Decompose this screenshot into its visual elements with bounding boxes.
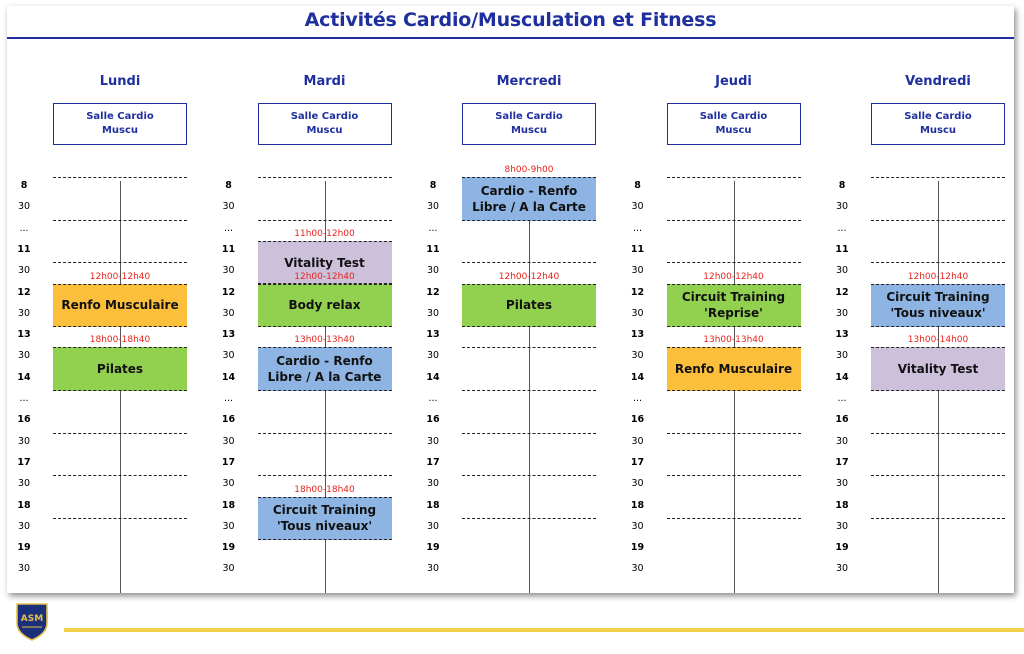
hour-label: 13: [630, 329, 645, 341]
session-time: 11h00-12h00: [294, 228, 355, 239]
session-title: [675, 361, 792, 377]
session-time: 8h00-9h00: [504, 165, 554, 175]
hour-label: 18: [835, 499, 849, 511]
hour-label: 11: [221, 243, 236, 255]
hour-label: 14: [221, 371, 236, 383]
hour-label: 30: [835, 478, 849, 490]
day-header-mercredi: Mercredi: [496, 74, 562, 89]
hour-label: 14: [17, 371, 31, 383]
hour-label: 30: [222, 201, 235, 213]
hour-label: 30: [17, 520, 31, 532]
session-block[interactable]: [667, 284, 801, 328]
hour-separator: [53, 220, 187, 221]
page-title: Activités Cardio/Musculation et Fitness: [304, 9, 717, 31]
hour-separator: [871, 262, 1005, 263]
session-title-line: Vitality Test: [897, 362, 979, 377]
hour-separator: [462, 475, 596, 476]
svg-text:ASM: ASM: [20, 614, 44, 624]
hour-label: 17: [426, 456, 440, 468]
hour-separator: [667, 262, 801, 263]
hour-label: 30: [631, 563, 644, 575]
hour-separator: [462, 518, 596, 519]
hour-label: 13: [426, 329, 440, 341]
hour-label: 17: [17, 456, 31, 468]
session-time: 12h00-12h40: [703, 271, 764, 282]
hour-label: 30: [222, 563, 235, 575]
hour-label: 8: [429, 180, 437, 191]
hour-label: 11: [835, 243, 849, 255]
hour-separator: [871, 518, 1005, 519]
hour-separator: [871, 475, 1005, 476]
hour-label: 30: [631, 307, 644, 319]
hour-label: 30: [835, 435, 849, 447]
hour-label: ...: [223, 393, 234, 404]
hour-label: 14: [835, 371, 849, 383]
hour-separator: [462, 347, 596, 348]
hour-label: 19: [221, 542, 236, 554]
hour-separator: [462, 433, 596, 434]
hour-label: 30: [631, 435, 644, 447]
hour-label: 30: [426, 435, 440, 447]
hour-separator: [667, 177, 801, 178]
session-title: [61, 297, 178, 313]
session-time: 13h00-13h40: [703, 335, 764, 346]
hour-label: 30: [426, 350, 440, 362]
room-label-line: Muscu: [919, 125, 957, 136]
hour-label: 8: [225, 180, 232, 191]
session-title: [273, 502, 376, 534]
session-block[interactable]: [462, 284, 596, 328]
session-block[interactable]: [871, 284, 1005, 328]
session-title-line: Body relax: [288, 298, 361, 313]
hour-separator: [667, 220, 801, 221]
session-time: 18h00-18h40: [294, 484, 355, 495]
hour-separator: [871, 433, 1005, 434]
hour-label: 16: [835, 414, 849, 426]
hour-label: 11: [630, 243, 645, 255]
session-time: 12h00-12h40: [89, 271, 151, 282]
hour-label: 19: [426, 542, 440, 554]
hour-label: 30: [17, 563, 31, 575]
hour-label: ...: [19, 222, 29, 234]
hour-label: ...: [837, 222, 847, 234]
hour-label: 18: [426, 499, 440, 511]
hour-separator: [258, 433, 392, 434]
hour-label: ...: [19, 393, 29, 404]
session-title: [268, 353, 382, 385]
session-block[interactable]: [462, 177, 596, 221]
hour-separator: [462, 262, 596, 263]
session-block[interactable]: [258, 347, 392, 391]
hour-label: ...: [632, 222, 643, 234]
hour-label: 11: [17, 243, 31, 255]
session-title-line: Pilates: [505, 298, 553, 313]
session-title-line: Libre / A la Carte: [472, 199, 586, 214]
hour-label: 30: [631, 201, 644, 213]
hour-separator: [667, 475, 801, 476]
hour-label: 13: [835, 329, 849, 341]
hour-label: 30: [426, 265, 440, 277]
hour-label: 30: [631, 350, 644, 362]
session-title: [682, 289, 785, 321]
session-title-line: 'Reprise': [704, 306, 763, 321]
title-underline: [7, 37, 1014, 39]
hour-label: 12: [630, 286, 645, 298]
hour-label: 30: [835, 307, 849, 319]
hour-label: 17: [630, 456, 645, 468]
room-label-line: Muscu: [715, 125, 752, 136]
session-title-line: Pilates: [96, 362, 144, 377]
hour-label: 18: [17, 499, 31, 511]
hour-label: 30: [17, 350, 31, 362]
hour-label: 8: [634, 180, 641, 191]
hour-label: 30: [17, 435, 31, 447]
session-title-line: 'Tous niveaux': [276, 519, 373, 534]
hour-label: 18: [221, 499, 236, 511]
room-label-line: Muscu: [510, 125, 548, 136]
session-title-line: Cardio - Renfo: [480, 183, 578, 198]
hour-label: 12: [17, 286, 31, 298]
session-title-line: Circuit Training: [272, 503, 377, 518]
hour-label: 30: [426, 478, 440, 490]
room-label-line: Salle Cardio: [290, 111, 359, 122]
hour-label: 30: [222, 520, 235, 532]
hour-separator: [871, 220, 1005, 221]
session-title: [284, 255, 365, 271]
hour-separator: [667, 518, 801, 519]
day-header-lundi: Lundi: [99, 74, 141, 89]
session-title: [472, 183, 586, 215]
session-title: [898, 361, 979, 377]
hour-separator: [53, 433, 187, 434]
hour-separator: [871, 177, 1005, 178]
hour-label: 8: [838, 180, 846, 191]
session-block[interactable]: [258, 284, 392, 328]
hour-label: ...: [837, 393, 847, 404]
hour-label: ...: [428, 222, 438, 234]
session-time: 12h00-12h40: [294, 271, 355, 282]
hour-label: 14: [630, 371, 645, 383]
hour-label: 30: [17, 478, 31, 490]
schedule-sheet: [7, 6, 1014, 593]
room-box: [258, 103, 392, 145]
room-label-line: Salle Cardio: [904, 111, 972, 122]
time-axis-line: [529, 181, 530, 593]
room-box: [871, 103, 1005, 145]
room-label-line: Muscu: [306, 125, 343, 136]
hour-separator: [258, 475, 392, 476]
hour-label: 16: [17, 414, 31, 426]
session-block[interactable]: [871, 347, 1005, 391]
session-title: [506, 297, 552, 313]
hour-label: 16: [221, 414, 236, 426]
session-block[interactable]: [53, 347, 187, 391]
hour-label: 30: [222, 307, 235, 319]
hour-label: 17: [835, 456, 849, 468]
hour-separator: [462, 390, 596, 391]
hour-label: 16: [630, 414, 645, 426]
session-time: 12h00-12h40: [498, 271, 560, 282]
hour-label: 30: [835, 265, 849, 277]
hour-label: 13: [17, 329, 31, 341]
hour-separator: [258, 220, 392, 221]
hour-label: 30: [17, 201, 31, 213]
hour-label: 30: [426, 307, 440, 319]
hour-label: 19: [17, 542, 31, 554]
session-time: 18h00-18h40: [89, 335, 151, 346]
day-header-jeudi: Jeudi: [715, 74, 752, 89]
day-header-mardi: Mardi: [303, 74, 346, 89]
hour-label: ...: [632, 393, 643, 404]
session-title-line: Circuit Training: [681, 290, 786, 305]
hour-label: 30: [17, 307, 31, 319]
room-box: [462, 103, 596, 145]
session-title: [886, 289, 989, 321]
hour-separator: [53, 475, 187, 476]
hour-label: 8: [20, 180, 28, 191]
hour-label: 12: [221, 286, 236, 298]
room-label-line: Salle Cardio: [495, 111, 563, 122]
club-logo-icon: [14, 601, 50, 641]
hour-label: 12: [426, 286, 440, 298]
session-block[interactable]: [258, 497, 392, 541]
hour-label: 18: [630, 499, 645, 511]
hour-label: 11: [426, 243, 440, 255]
session-title-line: Libre / A la Carte: [267, 370, 382, 385]
hour-label: 17: [221, 456, 236, 468]
session-time: 13h00-14h00: [907, 335, 969, 346]
session-title-line: 'Tous niveaux': [890, 306, 986, 321]
hour-label: 12: [835, 286, 849, 298]
session-title-line: Renfo Musculaire: [61, 298, 179, 313]
hour-label: 30: [835, 201, 849, 213]
footer-rule: [64, 628, 1024, 632]
hour-label: 30: [222, 478, 235, 490]
room-box: [667, 103, 801, 145]
session-title: [97, 361, 143, 377]
session-block[interactable]: [53, 284, 187, 328]
room-box: [53, 103, 187, 145]
hour-label: 19: [835, 542, 849, 554]
hour-label: 13: [221, 329, 236, 341]
hour-label: 19: [630, 542, 645, 554]
hour-label: 30: [835, 563, 849, 575]
hour-label: 30: [426, 201, 440, 213]
session-time: 12h00-12h40: [907, 271, 969, 282]
hour-label: 16: [426, 414, 440, 426]
session-time: 13h00-13h40: [294, 335, 355, 346]
hour-label: 14: [426, 371, 440, 383]
room-label-line: Muscu: [101, 125, 139, 136]
hour-separator: [53, 177, 187, 178]
hour-label: 30: [222, 265, 235, 277]
session-title: [289, 297, 361, 313]
session-title-line: Renfo Musculaire: [674, 362, 793, 377]
hour-label: 30: [631, 520, 644, 532]
hour-label: 30: [426, 520, 440, 532]
session-title-line: Circuit Training: [886, 290, 990, 305]
hour-separator: [258, 177, 392, 178]
hour-separator: [53, 262, 187, 263]
day-header-vendredi: Vendredi: [905, 74, 971, 89]
hour-label: ...: [428, 393, 438, 404]
hour-label: ...: [223, 222, 234, 234]
room-label-line: Salle Cardio: [699, 111, 768, 122]
hour-label: 30: [835, 350, 849, 362]
hour-separator: [53, 518, 187, 519]
session-title-line: Cardio - Renfo: [276, 354, 373, 369]
session-block[interactable]: [667, 347, 801, 391]
hour-label: 30: [631, 265, 644, 277]
hour-separator: [667, 433, 801, 434]
room-label-line: Salle Cardio: [86, 111, 154, 122]
hour-label: 30: [17, 265, 31, 277]
hour-label: 30: [631, 478, 644, 490]
hour-label: 30: [426, 563, 440, 575]
hour-label: 30: [222, 350, 235, 362]
hour-label: 30: [222, 435, 235, 447]
hour-label: 30: [835, 520, 849, 532]
session-title-line: Vitality Test: [284, 255, 365, 270]
